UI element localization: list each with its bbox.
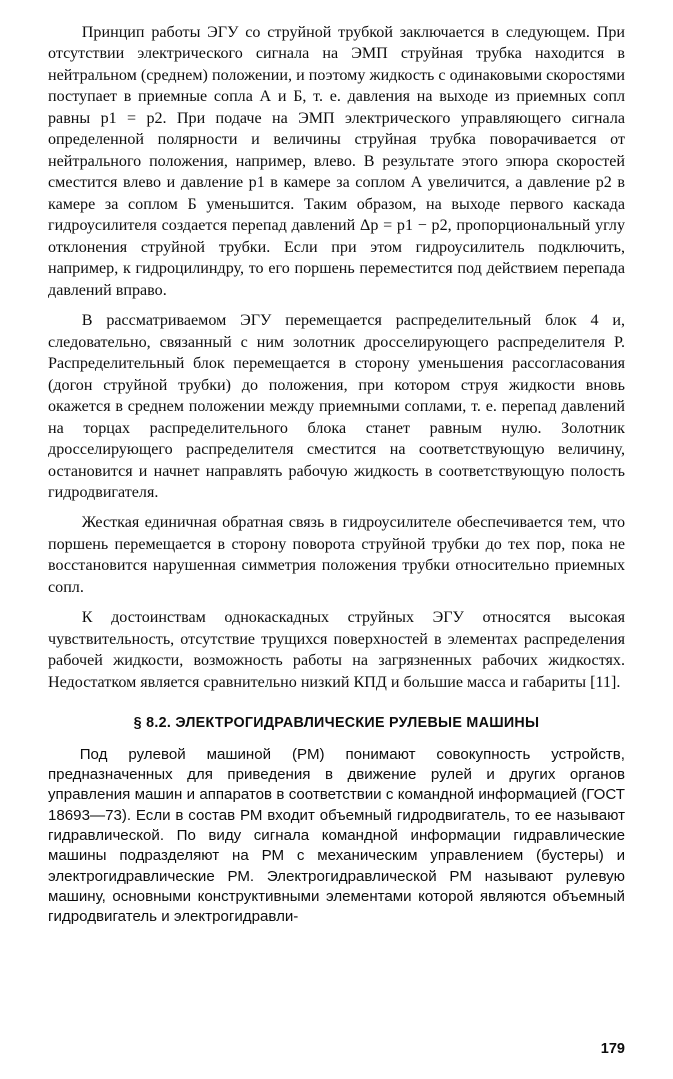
main-text-column [48, 22, 625, 693]
section-text-column [48, 745, 625, 928]
paragraph-2-text: В рассматриваемом ЭГУ перемещается распределительный блок 4 и, следовательно, связанный с ним золотник дросселирующего распределителя Р. Распределительный блок перемещается в сторону уменьшения рассогласования (догон струйной трубки) до положения, при котором струя жидкости вновь окажется в среднем положении между приемными соплами, т. е. перепад давлений на торцах распределительного блока станет равным нулю. Золотник дросселирующего распределителя сместится на соответствующую величину, остановится и начнет направлять рабочую жидкость в соответствующую полость гидродвигателя. [48, 312, 625, 502]
paragraph-3 [48, 512, 625, 598]
paragraph-4 [48, 607, 625, 693]
section-paragraph-1 [48, 745, 625, 928]
paragraph-2 [48, 310, 625, 503]
page-number: 179 [600, 1041, 625, 1057]
section-heading: § 8.2. ЭЛЕКТРОГИДРАВЛИЧЕСКИЕ РУЛЕВЫЕ МАШИНЫ [133, 715, 540, 732]
section-paragraph-1-text: Под рулевой машиной (РМ) понимают совокупность устройств, предназначенных для приведения в движение рулей и других органов управления машин и аппаратов в соответствии с командной информацией (ГОСТ 18693—73). Если в состав РМ входит объемный гидродвигатель, то ее называют гидравлической. По виду сигнала командной информации гидравлические машины подразделяют на РМ с механическим управлением (бустеры) и электрогидравлические РМ. Электрогидравлической РМ называют рулевую машину, основными конструктивными элементами которой являются объемный гидродвигатель и электрогидравли- [48, 745, 625, 926]
paragraph-4-text: К достоинствам однокаскадных струйных ЭГУ относятся высокая чувствительность, отсутствие трущихся поверхностей в элементах распределения рабочей жидкости, возможность работы на загрязненных рабочих жидкостях. Недостатком является сравнительно низкий КПД и большие масса и габариты [11]. [48, 609, 625, 691]
paragraph-3-text: Жесткая единичная обратная связь в гидроусилителе обеспечивается тем, что поршень перемещается в сторону поворота струйной трубки до тех пор, пока не восстановится нарушенная симметрия положения трубки относительно приемных сопл. [48, 514, 625, 596]
paragraph-1-text: Принцип работы ЭГУ со струйной трубкой заключается в следующем. При отсутствии электрического сигнала на ЭМП струйная трубка находится в нейтральном (среднем) положении, и поэтому жидкость с одинаковыми скоростями поступает в приемные сопла А и Б, т. е. давления на выходе из приемных сопл равны p1 = p2. При подаче на ЭМП электрического управляющего сигнала определенной полярности и величины струйная трубка поворачивается от нейтрального положения, например, влево. В результате этого эпюра скоростей сместится влево и давление p1 в камере за соплом А увеличится, а давление p2 в камере за соплом Б уменьшится. Таким образом, на выходе первого каскада гидроусилителя создается перепад давлений Δp = p1 − p2, пропорциональный углу отклонения струйной трубки. Если при этом гидроусилитель подключить, например, к гидроцилиндру, то его поршень переместится под действием перепада давлений вправо. [48, 24, 625, 299]
paragraph-1 [48, 22, 625, 301]
